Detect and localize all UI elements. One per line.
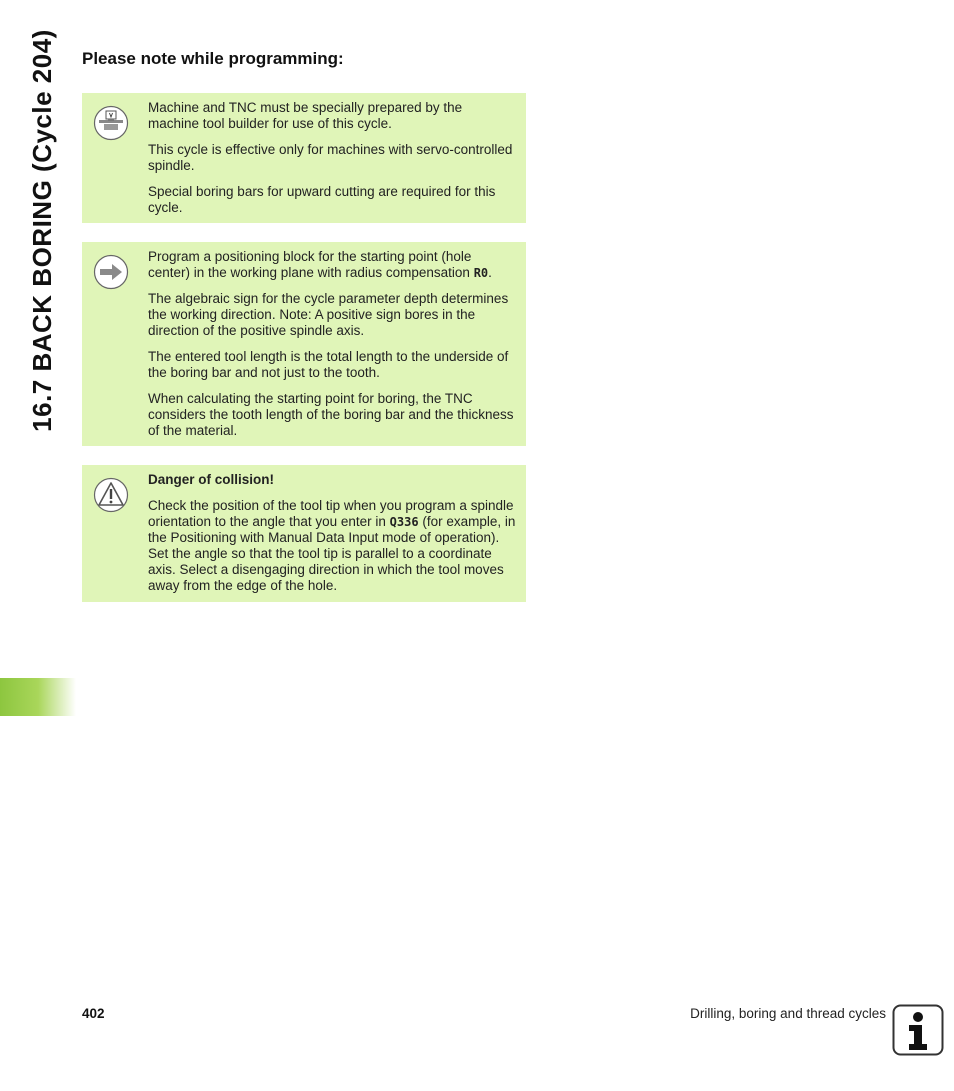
note-programming	[82, 242, 526, 446]
note-machine-text	[148, 100, 516, 226]
note-paragraph: This cycle is effective only for machines with servo-controlled spindle.	[148, 142, 513, 173]
chapter-tab-marker	[0, 678, 76, 716]
footer-chapter-name: Drilling, boring and thread cycles	[690, 1006, 886, 1021]
danger-title: Danger of collision!	[148, 472, 275, 487]
note-paragraph: Machine and TNC must be specially prepared by the machine tool builder for use of this cycle.	[148, 100, 463, 131]
note-paragraph: The entered tool length is the total length to the underside of the boring bar and not just to the tooth.	[148, 349, 509, 380]
machine-icon	[93, 105, 129, 141]
chapter-title-text: 16.7 BACK BORING (Cycle 204)	[26, 28, 57, 432]
note-danger	[82, 465, 526, 602]
section-heading: Please note while programming:	[82, 49, 344, 68]
note-programming-text	[148, 249, 516, 449]
chapter-side-title	[22, 30, 62, 430]
note-paragraph: When calculating the starting point for boring, the TNC considers the tooth length of the boring bar and the thickness of the material.	[148, 391, 514, 438]
note-danger-text	[148, 472, 516, 604]
arrow-right-icon	[93, 254, 129, 290]
note-machine	[82, 93, 526, 223]
code-q336: Q336	[389, 515, 419, 529]
warning-icon	[93, 477, 129, 513]
note-paragraph: Program a positioning block for the starting point (hole center) in the working plane with radius compensation R0.	[148, 249, 492, 280]
note-paragraph: Check the position of the tool tip when you program a spindle orientation to the angle that you enter in Q336 (for example, in the Positioning with Manual Data Input mode of operation). Set the angle so that the tool tip is parallel to a coordinate axis. Select a disengaging direction in which the tool moves away from the edge of the hole.	[148, 498, 516, 593]
note-paragraph: Special boring bars for upward cutting are required for this cycle.	[148, 184, 496, 215]
page-number: 402	[82, 1006, 105, 1021]
info-icon	[892, 1004, 944, 1056]
note-paragraph: The algebraic sign for the cycle parameter depth determines the working direction. Note: A positive sign bores in the direction of the positive spindle axis.	[148, 291, 509, 338]
code-r0: R0	[473, 266, 489, 280]
